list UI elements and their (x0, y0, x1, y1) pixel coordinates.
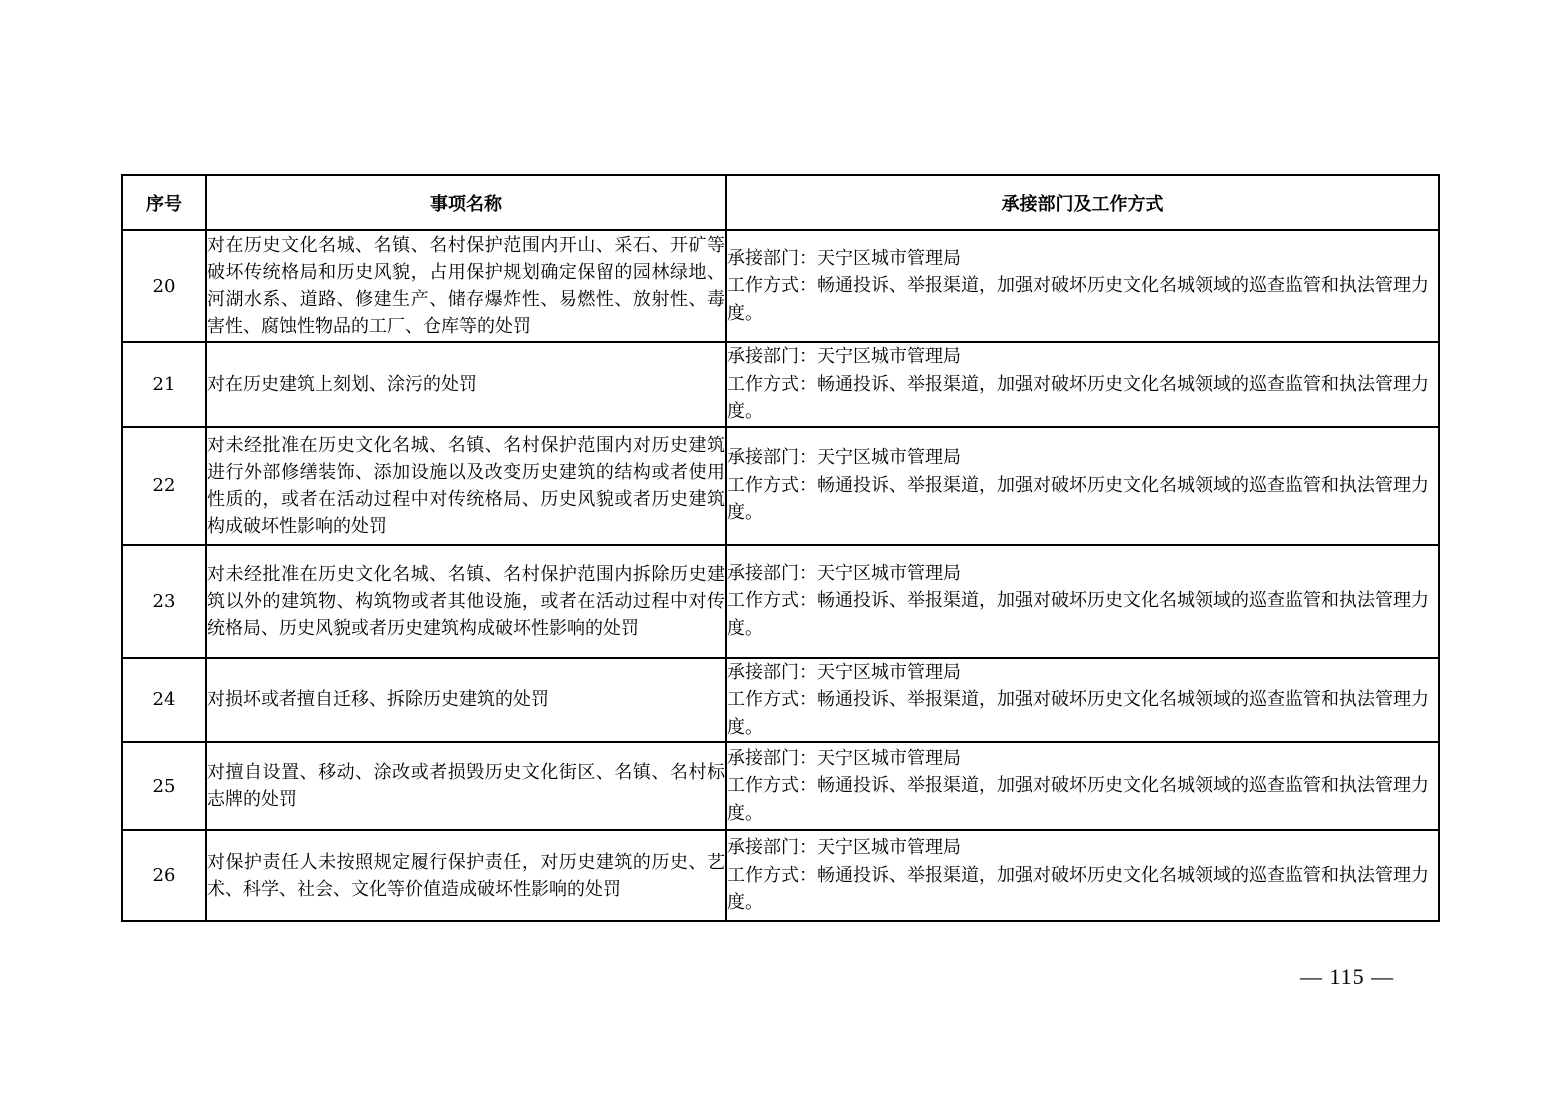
method-text: 工作方式：畅通投诉、举报渠道，加强对破坏历史文化名城领域的巡查监管和执法管理力度。 (727, 689, 1429, 738)
method-text: 工作方式：畅通投诉、举报渠道，加强对破坏历史文化名城领域的巡查监管和执法管理力度。 (727, 864, 1429, 914)
row-number: 26 (122, 830, 206, 921)
department-text: 承接部门：天宁区城市管理局 (727, 562, 961, 584)
item-name: 对未经批准在历史文化名城、名镇、名村保护范围内拆除历史建筑以外的建筑物、构筑物或者其他设施，或者在活动过程中对传统格局、历史风貌或者历史建筑构成破坏性影响的处罚 (206, 545, 726, 658)
department-text: 承接部门：天宁区城市管理局 (727, 747, 961, 769)
department-cell (726, 342, 1439, 427)
department-text: 承接部门：天宁区城市管理局 (727, 247, 961, 269)
header-item-name: 事项名称 (206, 175, 726, 230)
method-text: 工作方式：畅通投诉、举报渠道，加强对破坏历史文化名城领域的巡查监管和执法管理力度。 (727, 275, 1429, 324)
table-row (122, 742, 1439, 830)
department-cell (726, 658, 1439, 743)
method-text: 工作方式：畅通投诉、举报渠道，加强对破坏历史文化名城领域的巡查监管和执法管理力度。 (727, 373, 1429, 422)
row-number: 22 (122, 427, 206, 545)
item-name: 对损坏或者擅自迁移、拆除历史建筑的处罚 (206, 658, 726, 743)
method-text: 工作方式：畅通投诉、举报渠道，加强对破坏历史文化名城领域的巡查监管和执法管理力度。 (727, 474, 1429, 524)
item-name: 对在历史文化名城、名镇、名村保护范围内开山、采石、开矿等破坏传统格局和历史风貌，占用保护规划确定保留的园林绿地、河湖水系、道路、修建生产、储存爆炸性、易燃性、放射性、毒害性、腐蚀性物品的工厂、仓库等的处罚 (206, 230, 726, 342)
page-number: — 115 — (1300, 964, 1395, 989)
department-cell (726, 427, 1439, 545)
row-number: 21 (122, 342, 206, 427)
table-row (122, 545, 1439, 658)
method-text: 工作方式：畅通投诉、举报渠道，加强对破坏历史文化名城领域的巡查监管和执法管理力度。 (727, 590, 1429, 639)
table-row (122, 658, 1439, 743)
department-cell (726, 830, 1439, 921)
header-department-method: 承接部门及工作方式 (726, 175, 1439, 230)
department-cell (726, 545, 1439, 658)
department-cell (726, 742, 1439, 830)
row-number: 20 (122, 230, 206, 342)
row-number: 24 (122, 658, 206, 743)
table-row (122, 230, 1439, 342)
department-text: 承接部门：天宁区城市管理局 (727, 447, 961, 469)
table-row (122, 830, 1439, 921)
item-name: 对在历史建筑上刻划、涂污的处罚 (206, 342, 726, 427)
header-serial: 序号 (122, 175, 206, 230)
department-text: 承接部门：天宁区城市管理局 (727, 837, 961, 859)
department-cell (726, 230, 1439, 342)
item-name: 对擅自设置、移动、涂改或者损毁历史文化街区、名镇、名村标志牌的处罚 (206, 742, 726, 830)
row-number: 25 (122, 742, 206, 830)
department-text: 承接部门：天宁区城市管理局 (727, 661, 961, 683)
table-row (122, 427, 1439, 545)
table-row (122, 342, 1439, 427)
method-text: 工作方式：畅通投诉、举报渠道，加强对破坏历史文化名城领域的巡查监管和执法管理力度。 (727, 775, 1429, 824)
department-text: 承接部门：天宁区城市管理局 (727, 346, 961, 367)
table-header-row (122, 175, 1439, 230)
item-name: 对保护责任人未按照规定履行保护责任，对历史建筑的历史、艺术、科学、社会、文化等价值造成破坏性影响的处罚 (206, 830, 726, 921)
matters-table (121, 174, 1440, 922)
row-number: 23 (122, 545, 206, 658)
item-name: 对未经批准在历史文化名城、名镇、名村保护范围内对历史建筑进行外部修缮装饰、添加设施以及改变历史建筑的结构或者使用性质的，或者在活动过程中对传统格局、历史风貌或者历史建筑构成破坏性影响的处罚 (206, 427, 726, 545)
